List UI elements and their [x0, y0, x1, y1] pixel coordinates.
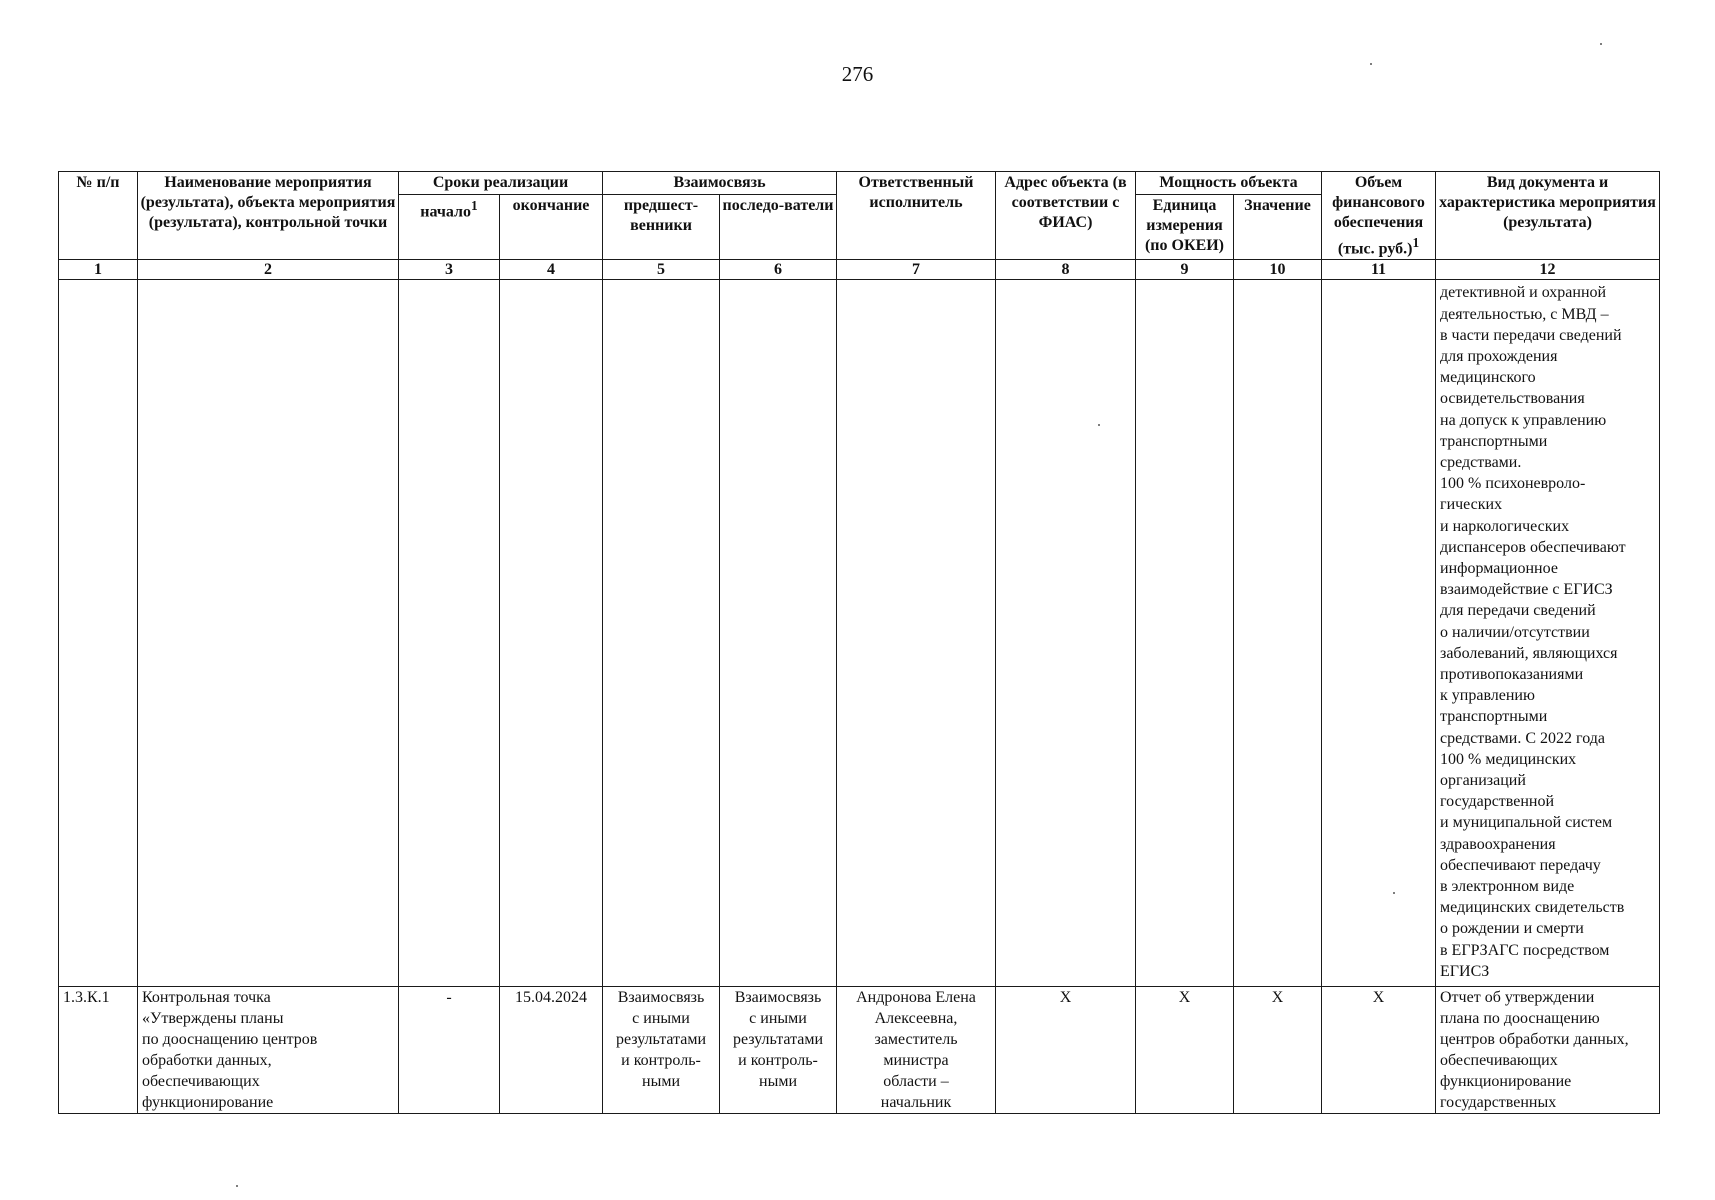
text-line: и муниципальной систем	[1440, 814, 1613, 832]
text-line: деятельностью, с МВД –	[1440, 305, 1609, 323]
empty-cell	[138, 280, 399, 987]
column-number: 2	[138, 260, 399, 280]
text-line: заместитель	[874, 1031, 958, 1049]
column-number: 11	[1322, 260, 1436, 280]
row-name	[138, 987, 399, 1114]
text-line: Контрольная точка	[142, 989, 271, 1007]
text-line: области –	[883, 1073, 949, 1091]
header-name: Наименование мероприятия (результата), объекта мероприятия (результата), контрольной точки	[138, 172, 399, 260]
text-line: обеспечивающих	[1440, 1052, 1558, 1070]
row-value: X	[1234, 987, 1322, 1114]
header-no: № п/п	[59, 172, 138, 260]
text-line: гических	[1440, 496, 1503, 514]
column-number: 12	[1436, 260, 1660, 280]
text-line: и наркологических	[1440, 517, 1570, 535]
text-line: 100 % психоневроло-	[1440, 475, 1586, 493]
text-line: и контроль-	[621, 1052, 701, 1070]
text-line: ЕГИСЗ	[1440, 962, 1490, 980]
header-successors: последо-ватели	[720, 195, 837, 260]
header-predecessors: предшест-венники	[603, 195, 720, 260]
text-line: обработки данных,	[142, 1052, 272, 1070]
empty-cell	[500, 280, 603, 987]
text-line: противопоказаниями	[1440, 665, 1584, 683]
text-line: ными	[759, 1073, 797, 1091]
empty-cell	[720, 280, 837, 987]
text-line: детективной и охранной	[1440, 284, 1607, 302]
continuation-row	[59, 280, 1660, 987]
text-line: государственной	[1440, 793, 1555, 811]
text-line: Взаимосвязь	[734, 989, 822, 1007]
text-line: функционирование	[142, 1094, 274, 1112]
text-line: для прохождения	[1440, 347, 1558, 365]
text-line: о наличии/отсутствии	[1440, 623, 1590, 641]
empty-cell	[1136, 280, 1234, 987]
text-line: и контроль-	[738, 1052, 818, 1070]
header-finance-label: Объем финансового обеспечения (тыс. руб.)	[1332, 174, 1425, 258]
header-responsible: Ответственный исполнитель	[837, 172, 996, 260]
text-line: обеспечивающих	[142, 1073, 260, 1091]
text-line: результатами	[615, 1031, 707, 1049]
text-line: организаций	[1440, 772, 1526, 789]
page-number: 276	[841, 62, 874, 86]
empty-cell	[837, 280, 996, 987]
row-address: X	[996, 987, 1136, 1114]
doc-type-continuation	[1436, 280, 1660, 987]
header-finance-footnote: 1	[1412, 235, 1420, 250]
row-start: -	[399, 987, 500, 1114]
scan-speck	[1393, 892, 1395, 894]
text-line: плана по дооснащению	[1440, 1010, 1600, 1028]
scan-speck	[1370, 63, 1372, 65]
text-line: в электронном виде	[1440, 878, 1575, 896]
row-doc-type	[1436, 987, 1660, 1114]
header-capacity-group: Мощность объекта	[1136, 172, 1322, 195]
header-finance	[1322, 172, 1436, 260]
text-line: медицинских свидетельств	[1440, 899, 1625, 917]
scan-speck	[236, 1185, 238, 1187]
empty-cell	[1322, 280, 1436, 987]
table-row	[59, 987, 1660, 1114]
column-number: 10	[1234, 260, 1322, 280]
text-line: взаимодействие с ЕГИСЗ	[1440, 581, 1613, 599]
header-row-1	[59, 172, 1660, 195]
text-line: государственных	[1440, 1094, 1557, 1112]
row-predecessors	[603, 987, 720, 1114]
text-line: информационное	[1440, 559, 1558, 577]
text-line: 100 % медицинских	[1440, 750, 1577, 768]
text-line: результатами	[732, 1031, 824, 1049]
text-line: диспансеров обеспечивают	[1440, 538, 1626, 556]
text-line: Алексеевна,	[874, 1010, 958, 1028]
text-line: заболеваний, являющихся	[1440, 644, 1618, 662]
text-line: транспортными	[1440, 708, 1548, 726]
text-line: к управлению	[1440, 687, 1535, 705]
text-line: центров обработки данных,	[1440, 1031, 1629, 1049]
text-line: начальник	[880, 1094, 952, 1112]
empty-cell	[1234, 280, 1322, 987]
column-number-row	[59, 260, 1660, 280]
text-line: в части передачи сведений	[1440, 326, 1622, 344]
column-number: 1	[59, 260, 138, 280]
header-link-group: Взаимосвязь	[603, 172, 837, 195]
text-line: Отчет об утверждении	[1440, 989, 1595, 1007]
header-start-label: начало	[420, 203, 472, 221]
text-line: Взаимосвязь	[617, 989, 705, 1007]
text-line: медицинского	[1440, 369, 1536, 387]
activity-plan-table	[58, 171, 1660, 1114]
text-line: функционирование	[1440, 1073, 1572, 1091]
row-unit: X	[1136, 987, 1234, 1114]
text-line: по дооснащению центров	[142, 1031, 318, 1049]
text-line: освидетельствования	[1440, 390, 1585, 408]
text-line: ными	[642, 1073, 680, 1091]
text-line: министра	[883, 1052, 949, 1070]
row-responsible	[837, 987, 996, 1114]
column-number: 7	[837, 260, 996, 280]
header-doc-type: Вид документа и характеристика мероприятия (результата)	[1436, 172, 1660, 260]
header-start-footnote: 1	[471, 198, 478, 214]
header-end: окончание	[500, 195, 603, 260]
text-line: здравоохранения	[1440, 835, 1556, 853]
text-line: средствами. С 2022 года	[1440, 729, 1605, 747]
header-dates-group: Сроки реализации	[399, 172, 603, 195]
row-end: 15.04.2024	[500, 987, 603, 1114]
text-line: средствами.	[1440, 453, 1522, 471]
scan-speck	[1098, 424, 1100, 426]
row-successors	[720, 987, 837, 1114]
column-number: 4	[500, 260, 603, 280]
text-line: транспортными	[1440, 432, 1548, 450]
text-line: в ЕГРЗАГС посредством	[1440, 941, 1610, 959]
empty-cell	[996, 280, 1136, 987]
text-line: о рождении и смерти	[1440, 920, 1584, 938]
header-start	[399, 195, 500, 260]
column-number: 3	[399, 260, 500, 280]
text-line: обеспечивают передачу	[1440, 856, 1601, 874]
empty-cell	[399, 280, 500, 987]
row-number: 1.3.К.1	[59, 987, 138, 1114]
text-line: с иными	[632, 1010, 690, 1028]
column-number: 5	[603, 260, 720, 280]
header-unit: Единица измерения (по ОКЕИ)	[1136, 195, 1234, 260]
header-value: Значение	[1234, 195, 1322, 260]
text-line: Андронова Елена	[856, 989, 976, 1007]
empty-cell	[59, 280, 138, 987]
header-address: Адрес объекта (в соответствии с ФИАС)	[996, 172, 1136, 260]
empty-cell	[603, 280, 720, 987]
column-number: 8	[996, 260, 1136, 280]
text-line: для передачи сведений	[1440, 602, 1596, 620]
text-line: на допуск к управлению	[1440, 411, 1607, 429]
text-line: «Утверждены планы	[142, 1010, 284, 1028]
scan-speck	[1600, 43, 1602, 45]
column-number: 6	[720, 260, 837, 280]
text-line: с иными	[749, 1010, 807, 1028]
column-number: 9	[1136, 260, 1234, 280]
row-finance: X	[1322, 987, 1436, 1114]
